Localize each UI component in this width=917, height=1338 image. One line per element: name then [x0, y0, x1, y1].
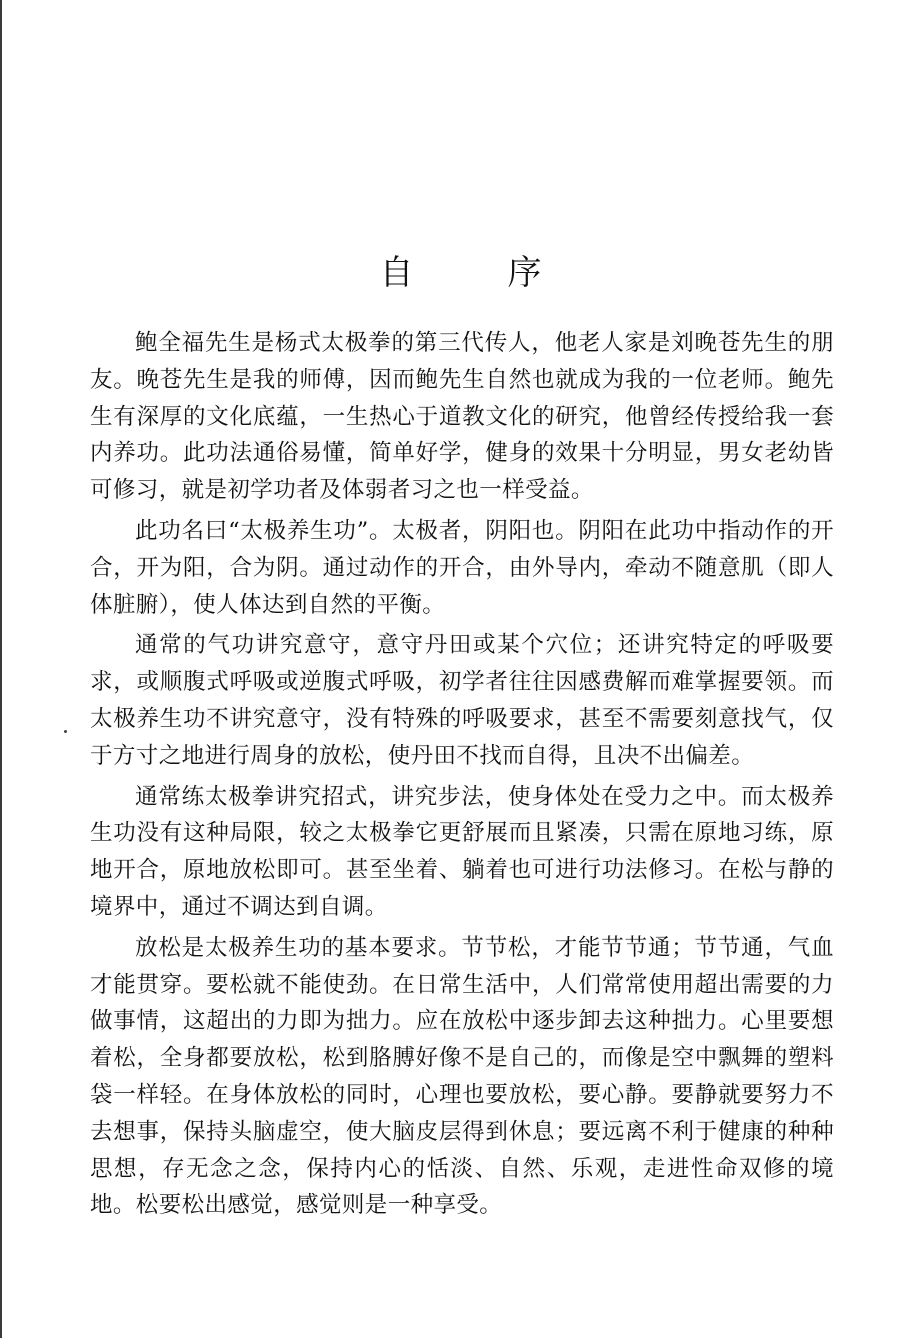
title-char-1: 自 [379, 253, 414, 293]
paragraph-2: 此功名曰“太极养生功”。太极者，阴阳也。阴阳在此功中指动作的开合，开为阳，合为阴。通过动作的开合，由外导内，牵动不随意肌（即人体脏腑），使人体达到自然的平衡。 [90, 517, 834, 618]
paragraph-4: 通常练太极拳讲究招式，讲究步法，使身体处在受力之中。而太极养生功没有这种局限，较之太极拳它更舒展而且紧凑，只需在原地习练，原地开合，原地放松即可。甚至坐着、躺着也可进行功法修习。在松与静的境界中，通过不调达到自调。 [90, 783, 834, 920]
page-title [2, 250, 917, 296]
paragraph-1: 鲍全福先生是杨式太极拳的第三代传人，他老人家是刘晚苍先生的朋友。晚苍先生是我的师傅，因而鲍先生自然也就成为我的一位老师。鲍先生有深厚的文化底蕴，一生热心于道教文化的研究，他曾经传授给我一套内养功。此功法通俗易懂，简单好学，健身的效果十分明显，男女老幼皆可修习，就是初学功者及体弱者习之也一样受益。 [90, 330, 834, 504]
margin-dot [64, 730, 67, 733]
paragraph-5: 放松是太极养生功的基本要求。节节松，才能节节通；节节通，气血才能贯穿。要松就不能使劲。在日常生活中，人们常常使用超出需要的力做事情，这超出的力即为拙力。应在放松中逐步卸去这种拙力。心里要想着松，全身都要放松，松到胳膊好像不是自己的，而像是空中飘舞的塑料袋一样轻。在身体放松的同时，心理也要放松，要心静。要静就要努力不去想事，保持头脑虚空，使大脑皮层得到休息；要远离不利于健康的种种思想，存无念之念，保持内心的恬淡、自然、乐观，走进性命双修的境地。松要松出感觉，感觉则是一种享受。 [90, 934, 834, 1219]
paragraph-3: 通常的气功讲究意守，意守丹田或某个穴位；还讲究特定的呼吸要求，或顺腹式呼吸或逆腹式呼吸，初学者往往因感费解而难掌握要领。而太极养生功不讲究意守，没有特殊的呼吸要求，甚至不需要刻意找气，仅于方寸之地进行周身的放松，使丹田不找而自得，且决不出偏差。 [90, 632, 834, 769]
title-char-2: 序 [507, 253, 542, 293]
preface-body [90, 325, 834, 1228]
